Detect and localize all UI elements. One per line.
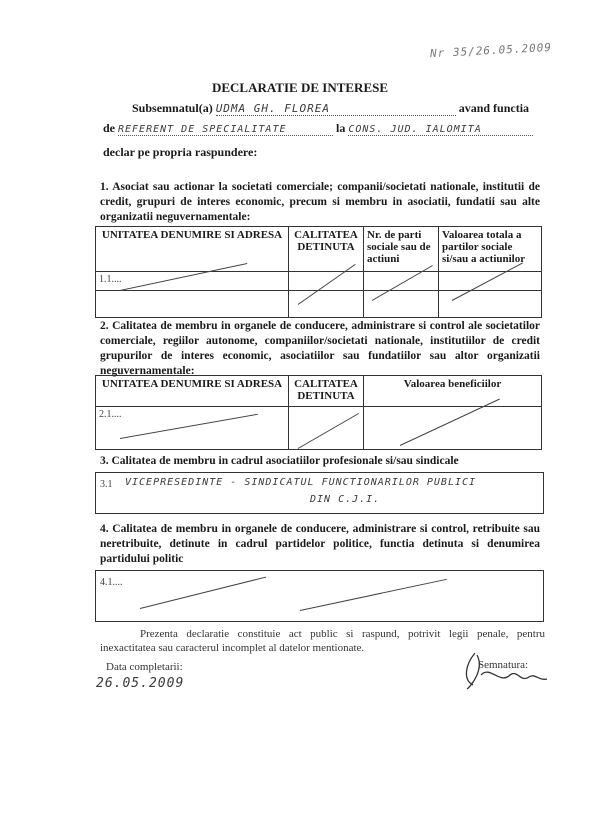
- section-4-text: 4. Calitatea de membru in organele de conducere, administrare si control, retribuite sau neretribuite, detinute in cadrul partidelor politice, functia detinuta si denumirea partidului politic: [100, 523, 540, 565]
- declarant-name: UDMA GH. FLOREA: [216, 102, 456, 116]
- la-label: la: [336, 121, 346, 135]
- s1-row-label: 1.1....: [96, 272, 289, 291]
- s4-row-label: 4.1....: [100, 577, 123, 588]
- date-label: Data completarii:: [106, 661, 183, 673]
- declarant-line: [132, 101, 542, 116]
- s2-header-benefits: Valoarea beneficiilor: [364, 376, 542, 407]
- s3-row-label: 3.1: [100, 479, 113, 490]
- s2-header-role: CALITATEA DETINUTA: [289, 376, 364, 407]
- section-2-table: [95, 375, 542, 450]
- de-label: de: [103, 121, 115, 135]
- s1-header-unit: UNITATEA DENUMIRE SI ADRESA: [96, 227, 289, 272]
- s2-row-label: 2.1....: [96, 407, 289, 450]
- s1-cell: [364, 272, 439, 291]
- s2-cell: [289, 407, 364, 450]
- page-title: DECLARATIE DE INTERESE: [211, 80, 389, 95]
- name-label: Subsemnatul(a): [132, 101, 213, 115]
- s2-cell: [364, 407, 542, 450]
- closing-statement: Prezenta declaratie constituie act public si raspund, potrivit legii penale, pentru inexactitatea sau caracterul incomplet al datelor mentionate.: [100, 628, 545, 654]
- s3-entry-line-2: DIN C.J.I.: [310, 494, 381, 505]
- s1-cell: [439, 272, 542, 291]
- s1-cell: [289, 291, 364, 318]
- s1-cell: [439, 291, 542, 318]
- position-value: REFERENT DE SPECIALITATE: [118, 124, 333, 136]
- institution-value: CONS. JUD. IALOMITA: [348, 124, 533, 136]
- section-1-text: 1. Asociat sau actionar la societati comerciale; companii/societati nationale, institutii de credit, grupuri de interes economic, precum si membru in asociatii, fundatii sau alte organizatii neguvernamentale:: [100, 181, 540, 223]
- section-2-text: 2. Calitatea de membru in organele de conducere, administrare si control ale societatilor comerciale, regiilor autonome, companiilor/societati nationale, institutiilor de credit grupurilor de interes economic, asociatiilor sau fundatiilor sau altor organizatii neguvernamentale:: [100, 320, 540, 377]
- s1-header-shares: Nr. de parti sociale sau de actiuni: [364, 227, 439, 272]
- position-line: [103, 121, 543, 136]
- section-3-text: 3. Calitatea de membru in cadrul asociatiilor profesionale si/sau sindicale: [100, 455, 459, 467]
- s1-cell: [364, 291, 439, 318]
- s1-header-value: Valoarea totala a partilor sociale si/sau a actiunilor: [439, 227, 542, 272]
- s1-header-role: CALITATEA DETINUTA: [289, 227, 364, 272]
- signature-mark: [455, 645, 555, 695]
- s1-cell: [289, 272, 364, 291]
- section-4-box: [95, 570, 544, 622]
- s2-header-unit: UNITATEA DENUMIRE SI ADRESA: [96, 376, 289, 407]
- s3-entry-line-1: VICEPRESEDINTE - SINDICATUL FUNCTIONARILOR PUBLICI: [125, 477, 477, 488]
- declaration-intro: declar pe propria raspundere:: [103, 145, 258, 159]
- signature-label: Semnatura:: [478, 659, 529, 671]
- registration-stamp: Nr 35/26.05.2009: [429, 40, 553, 61]
- position-label: avand functia: [458, 101, 530, 115]
- date-value: 26.05.2009: [96, 676, 185, 691]
- section-1-table: [95, 226, 542, 318]
- s1-cell: [96, 291, 289, 318]
